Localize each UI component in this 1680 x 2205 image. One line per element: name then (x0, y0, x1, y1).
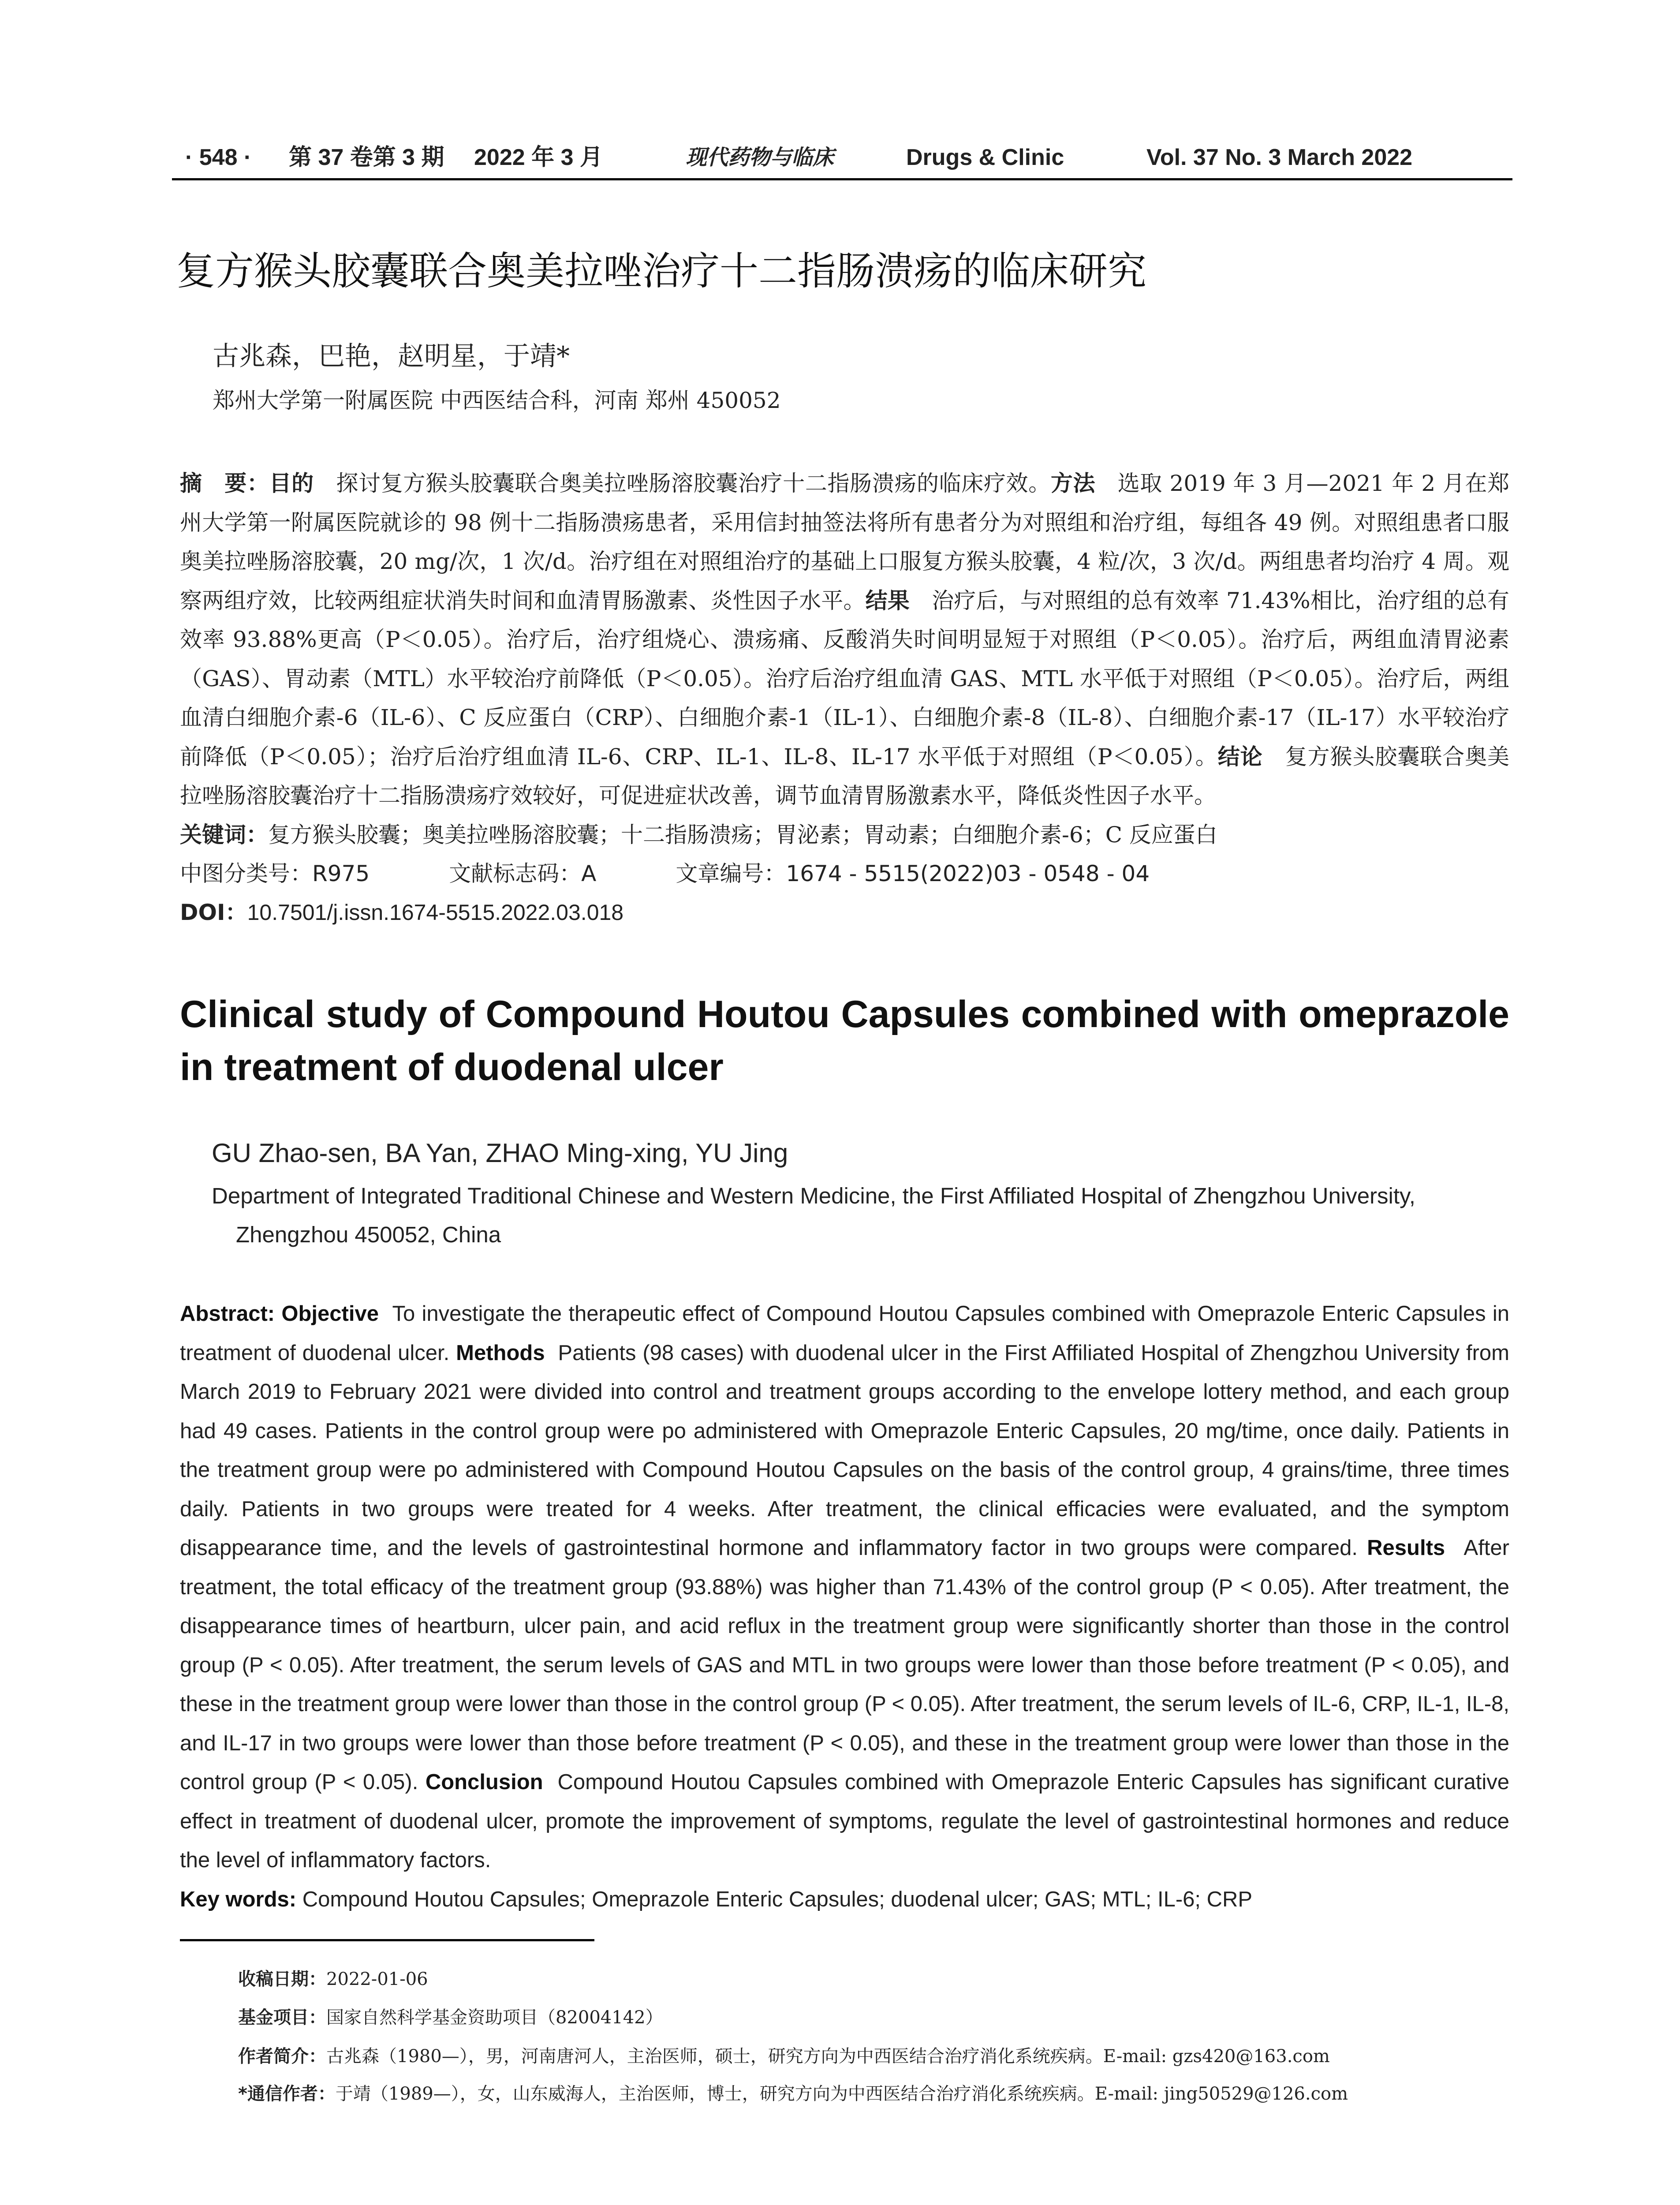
footnote-author-bio (238, 2043, 1330, 2070)
methods-cn: 选取 2019 年 3 月—2021 年 2 月在郑州大学第一附属医院就诊的 98 例十二指肠溃疡患者，采用信封抽签法将所有患者分为对照组和治疗组，每组各 49 例。对照组患者口服奥美拉唑肠溶胶囊，20 mg/次，1 次/d。治疗组在对照组治疗的基础上口服复方猴头胶囊，4 粒/次，3 次/d。两组患者均治疗 4 周。观察两组疗效，比较两组症状消失时间和血清胃肠激素、炎性因子水平。 (180, 471, 1510, 613)
affiliation-en-line2: Zhengzhou 450052, China (236, 1222, 501, 1247)
doi-line (180, 893, 1509, 932)
keywords-cn-label: 关键词： (180, 822, 268, 848)
footnote-received (238, 1966, 428, 1992)
classification-line (180, 854, 1509, 893)
keywords-cn-text: 复方猴头胶囊；奥美拉唑肠溶胶囊；十二指肠溃疡；胃泌素；胃动素；白细胞介素-6；C 反应蛋白 (268, 822, 1217, 848)
footnote-text: 古兆森（1980—），男，河南唐河人，主治医师，硕士，研究方向为中西医结合治疗消化系统疾病。E-mail: gzs420@163.com (326, 2046, 1330, 2067)
doi-value: 10.7501/j.issn.1674-5515.2022.03.018 (247, 900, 624, 925)
footnote-funding (238, 2004, 663, 2031)
abstract-en-label: Abstract: (180, 1302, 275, 1326)
conclusion-cn-label: 结论 (1217, 744, 1263, 770)
date-cn: 2022 年 3 月 (474, 145, 603, 170)
methods-en-label: Methods (456, 1341, 545, 1365)
footnote-label: 作者简介： (238, 2046, 326, 2067)
affiliation-en-line1: Department of Integrated Traditional Chinese and Western Medicine, the First Affiliated Hospital of Zhengzhou University, (212, 1183, 1415, 1208)
authors-cn: 古兆森，巴艳，赵明星，于靖* (213, 341, 570, 372)
results-cn: 治疗后，与对照组的总有效率 71.43%相比，治疗组的总有效率 93.88%更高（P＜0.05）。治疗后，治疗组烧心、溃疡痛、反酸消失时间明显短于对照组（P＜0.05）。治疗后，两组血清胃泌素（GAS）、胃动素（MTL）水平较治疗前降低（P＜0.05）。治疗后治疗组血清 GAS、MTL 水平低于对照组（P＜0.05）。治疗后，两组血清白细胞介素-6（IL-6）、C 反应蛋白（CRP）、白细胞介素-1（IL-1）、白细胞介素-8（IL-8）、白细胞介素-17（IL-17）水平较治疗前降低（P＜0.05）；治疗后治疗组血清 IL-6、CRP、IL-1、IL-8、IL-17 水平低于对照组（P＜0.05）。 (180, 587, 1510, 770)
affiliation-en (212, 1177, 1510, 1254)
abstract-en (180, 1294, 1509, 1919)
journal-name-en: Drugs & Clinic (906, 145, 1064, 170)
doi-label: DOI： (180, 900, 247, 925)
footnote-text: 于靖（1989—），女，山东威海人，主治医师，博士，研究方向为中西医结合治疗消化系统疾病。E-mail: jing50529@126.com (335, 2084, 1348, 2104)
objective-en: To investigate the therapeutic effect of Compound Houtou Capsules combined with Omeprazole Enteric Capsules in treatment of duodenal ulcer. (180, 1302, 1509, 1365)
conclusion-cn: 复方猴头胶囊联合奥美拉唑肠溶胶囊治疗十二指肠溃疡疗效较好，可促进症状改善，调节血清胃肠激素水平，降低炎性因子水平。 (180, 744, 1510, 808)
title-en: Clinical study of Compound Houtou Capsules combined with omeprazole in treatment of duodenal ulcer (180, 993, 1509, 1088)
results-cn-label: 结果 (865, 587, 910, 613)
objective-cn-label: 目的 (269, 471, 314, 496)
volume-en: Vol. 37 No. 3 March 2022 (1146, 145, 1413, 170)
document-code: 文献标志码：A (449, 861, 597, 886)
keywords-en-label: Key words: (180, 1887, 297, 1911)
abstract-cn-body (180, 464, 1509, 815)
objective-cn: 探讨复方猴头胶囊联合奥美拉唑肠溶胶囊治疗十二指肠溃疡的临床疗效。 (336, 471, 1051, 496)
journal-name-cn: 现代药物与临床 (686, 145, 834, 170)
footnote-label: *通信作者： (238, 2084, 336, 2104)
clc-number: 中图分类号：R975 (180, 861, 370, 886)
footnote-corresponding (238, 2081, 1348, 2107)
volume-cn: 第 37 卷第 3 期 (289, 145, 444, 170)
footnote-label: 基金项目： (238, 2007, 326, 2028)
footnote-text: 国家自然科学基金资助项目（82004142） (326, 2007, 663, 2028)
footnote-label: 收稿日期： (238, 1969, 326, 1989)
results-en-label: Results (1367, 1536, 1445, 1560)
abstract-cn-label: 摘 要： (180, 471, 269, 496)
methods-cn-label: 方法 (1050, 471, 1096, 496)
abstract-en-body (180, 1294, 1509, 1880)
page-number: · 548 · (185, 145, 252, 170)
footnote-text: 2022-01-06 (326, 1969, 428, 1989)
keywords-cn (180, 815, 1509, 855)
results-en: After treatment, the total efficacy of the treatment group (93.88%) was higher than 71.43% of the control group (P < 0.05). After treatment, the disappearance times of heartburn, ulcer pain, and acid reflux in the treatment group were significantly shorter than those in the control group (P < 0.05). After treatment, the serum levels of GAS and MTL in two groups were lower than those before treatment (P < 0.05), and these in the treatment group were lower than those in the control group (P < 0.05). After treatment, the serum levels of IL-6, CRP, IL-1, IL-8, and IL-17 in two groups were lower than those before treatment (P < 0.05), and these in the treatment group were lower than those in the control group (P < 0.05). (180, 1536, 1509, 1794)
objective-en-label: Objective (281, 1302, 379, 1326)
affiliation-cn: 郑州大学第一附属医院 中西医结合科，河南 郑州 450052 (213, 388, 781, 413)
title-cn: 复方猴头胶囊联合奥美拉唑治疗十二指肠溃疡的临床研究 (176, 248, 1147, 294)
abstract-cn (180, 464, 1509, 932)
conclusion-en-label: Conclusion (425, 1770, 543, 1794)
header-rule (172, 178, 1512, 180)
keywords-en-text: Compound Houtou Capsules; Omeprazole Enteric Capsules; duodenal ulcer; GAS; MTL; IL-6; CRP (302, 1887, 1253, 1911)
authors-en: GU Zhao-sen, BA Yan, ZHAO Ming-xing, YU Jing (212, 1138, 788, 1168)
methods-en: Patients (98 cases) with duodenal ulcer in the First Affiliated Hospital of Zhengzhou University from March 2019 to February 2021 were divided into control and treatment groups according to the envelope lottery method, and each group had 49 cases. Patients in the control group were po administered with Omeprazole Enteric Capsules, 20 mg/time, once daily. Patients in the treatment group were po administered with Compound Houtou Capsules on the basis of the control group, 4 grains/time, three times daily. Patients in two groups were treated for 4 weeks. After treatment, the clinical efficacies were evaluated, and the symptom disappearance time, and the levels of gastrointestinal hormone and inflammatory factor in two groups were compared. (180, 1341, 1509, 1560)
footnote-rule (180, 1939, 594, 1941)
article-number: 文章编号：1674 - 5515(2022)03 - 0548 - 04 (676, 861, 1150, 886)
conclusion-en: Compound Houtou Capsules combined with Omeprazole Enteric Capsules has significant curative effect in treatment of duodenal ulcer, promote the improvement of symptoms, regulate the level of gastrointestinal hormones and reduce the level of inflammatory factors. (180, 1770, 1510, 1872)
keywords-en (180, 1880, 1509, 1919)
